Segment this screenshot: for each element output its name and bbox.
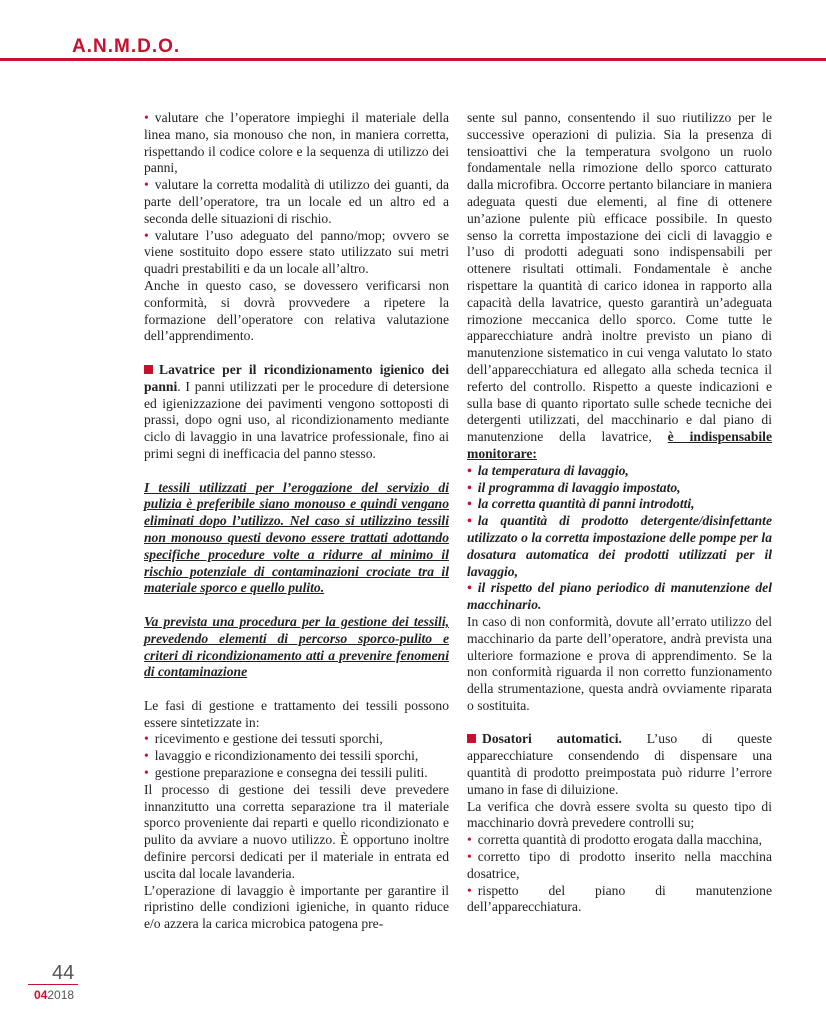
section-marker-icon (467, 734, 476, 743)
section-dosatori (467, 731, 772, 798)
bullet-item: • rispetto del piano di manutenzione dell’apparecchiatura. (467, 883, 772, 917)
paragraph-text: sente sul panno, consentendo il suo riutilizzo per le successive operazioni di pulizia. Sia la presenza di tensioattivi che la temperatura svolgono un ruolo fondamentale nella rimozione dello sporco catturato dalla microfibra. Occorre pertanto bilanciare in maniera adeguata questi due elementi, al fine di ottenere un’azione pulente più efficace possibile. In questo senso la corretta impostazione dei cicli di lavaggio e l’uso di prodotti adeguati sono indispensabili per ottenere risultati ottimali. Fondamentale è anche rispettare la quantità di carico idonea in rapporto alla capacità della lavatrice, questo garantirà un’adeguata rimozione meccanica dello sporco. Come tutte le apparecchiature andrà inoltre previsto un piano di manutenzione sistematico in cui venga valutato lo stato dell’apparecchiatura ed allegato alla scheda tecnica il referto del controllo. Rispetto a queste indicazioni e sulla base di quanto riportato sulle schede tecniche dei detergenti utilizzati, del macchinario e dal piano di manutenzione della lavatrice, (467, 110, 772, 445)
emphasis-paragraph: Va prevista una procedura per la gestione dei tessili, prevedendo elementi di percorso sporco-pulito e criteri di ricondizionamento atti a prevenire fenomeni di contaminazione (144, 613, 449, 680)
bullet-item: • la quantità di prodotto detergente/disinfettante utilizzato o la corretta impostazione delle pompe per la dosatura automatica dei prodotti utilizzati per il lavaggio, (467, 513, 772, 580)
bullet-item: • valutare la corretta modalità di utilizzo dei guanti, da parte dell’operatore, tra un locale ed un altro ed a seconda delle situazioni di rischio. (144, 177, 449, 227)
bullet-item: • gestione preparazione e consegna dei tessili puliti. (144, 765, 449, 782)
journal-logo: A.N.M.D.O. (72, 36, 181, 57)
paragraph: Le fasi di gestione e trattamento dei tessili possono essere sintetizzate in: (144, 697, 449, 730)
footer-divider (28, 984, 78, 985)
paragraph: La verifica che dovrà essere svolta su questo tipo di macchinario dovrà prevedere controlli su; (467, 798, 772, 831)
right-column (467, 110, 772, 916)
bullet-item: • corretta quantità di prodotto erogata dalla macchina, (467, 832, 772, 849)
paragraph-emphasis: è indispensabile monitorare: (467, 429, 772, 461)
bullet-item: • valutare l’uso adeguato del panno/mop; ovvero se viene sostituito dopo essere stato utilizzato sui metri quadri prestabiliti e da un locale all’altro. (144, 228, 449, 278)
section-marker-icon (144, 365, 153, 374)
paragraph: Anche in questo caso, se dovessero verificarsi non conformità, si dovrà provvedere a ripetere la formazione dell’operatore con relativa valutazione dell’apprendimento. (144, 277, 449, 344)
issue-number: 04 (34, 988, 48, 1002)
left-column (144, 110, 449, 933)
paragraph: In caso di non conformità, dovute all’errato utilizzo del macchinario da parte dell’operatore, andrà prevista una ulteriore formazione e prova di apprendimento. Se la non conformità riguarda il non corretto funzionamento della strumentazione, questa andrà ovviamente riparata o sostituita. (467, 613, 772, 713)
bullet-item: • il rispetto del piano periodico di manutenzione del macchinario. (467, 580, 772, 614)
page-number: 44 (52, 962, 75, 984)
section-title: Lavatrice per il ricondizionamento igienico dei panni (144, 361, 449, 394)
bullet-item: • il programma di lavaggio impostato, (467, 480, 772, 497)
paragraph: Il processo di gestione dei tessili deve prevedere innanzitutto una corretta separazione tra il materiale sporco proveniente dai reparti e quello ricondizionato e pulito da avviare a nuovo utilizzo. È opportuno inoltre definire percorsi dedicati per il materiale in entrata ed uscita dal locale lavanderia. (144, 781, 449, 881)
section-title: Dosatori automatici. (482, 731, 622, 747)
header-divider (0, 58, 826, 61)
bullet-item: • valutare che l’operatore impieghi il materiale della linea mano, sia monouso che non, in maniera corretta, rispettando il codice colore e la sequenza di utilizzo dei panni, (144, 110, 449, 177)
bullet-item: • ricevimento e gestione dei tessuti sporchi, (144, 731, 449, 748)
issue-year: 2018 (47, 988, 75, 1002)
issue-label (34, 988, 74, 1002)
section-text: L’uso di queste apparecchiature consendendo di dispensare una quantità di prodotto preimpostata può ridurre l’errore umano in fase di diluizione. (467, 731, 772, 797)
bullet-item: • la corretta quantità di panni introdotti, (467, 496, 772, 513)
paragraph (467, 110, 772, 463)
emphasis-paragraph: I tessili utilizzati per l’erogazione del servizio di pulizia è preferibile siano monouso e quindi vengano eliminati dopo l’utilizzo. Nel caso si utilizzino tessili non monouso questi devono essere trattati adottando specifiche procedure volte a ridurre al minimo il rischio potenziale di contaminazioni crociate tra il materiale sporco e quello pulito. (144, 479, 449, 596)
bullet-item: • corretto tipo di prodotto inserito nella macchina dosatrice, (467, 849, 772, 883)
paragraph: L’operazione di lavaggio è importante per garantire il ripristino delle condizioni igieniche, in quanto riduce e/o azzera la carica microbica patogena pre- (144, 882, 449, 932)
section-lavatrice (144, 362, 449, 463)
bullet-item: • la temperatura di lavaggio, (467, 463, 772, 480)
bullet-item: • lavaggio e ricondizionamento dei tessili sporchi, (144, 748, 449, 765)
section-text: . I panni utilizzati per le procedure di detersione ed igienizzazione dei pavimenti vengono sottoposti di prassi, dopo ogni uso, al ricondizionamento mediante ciclo di lavaggio in una lavatrice professionale, fino ai primi segni di inefficacia del panno stesso. (144, 378, 449, 461)
